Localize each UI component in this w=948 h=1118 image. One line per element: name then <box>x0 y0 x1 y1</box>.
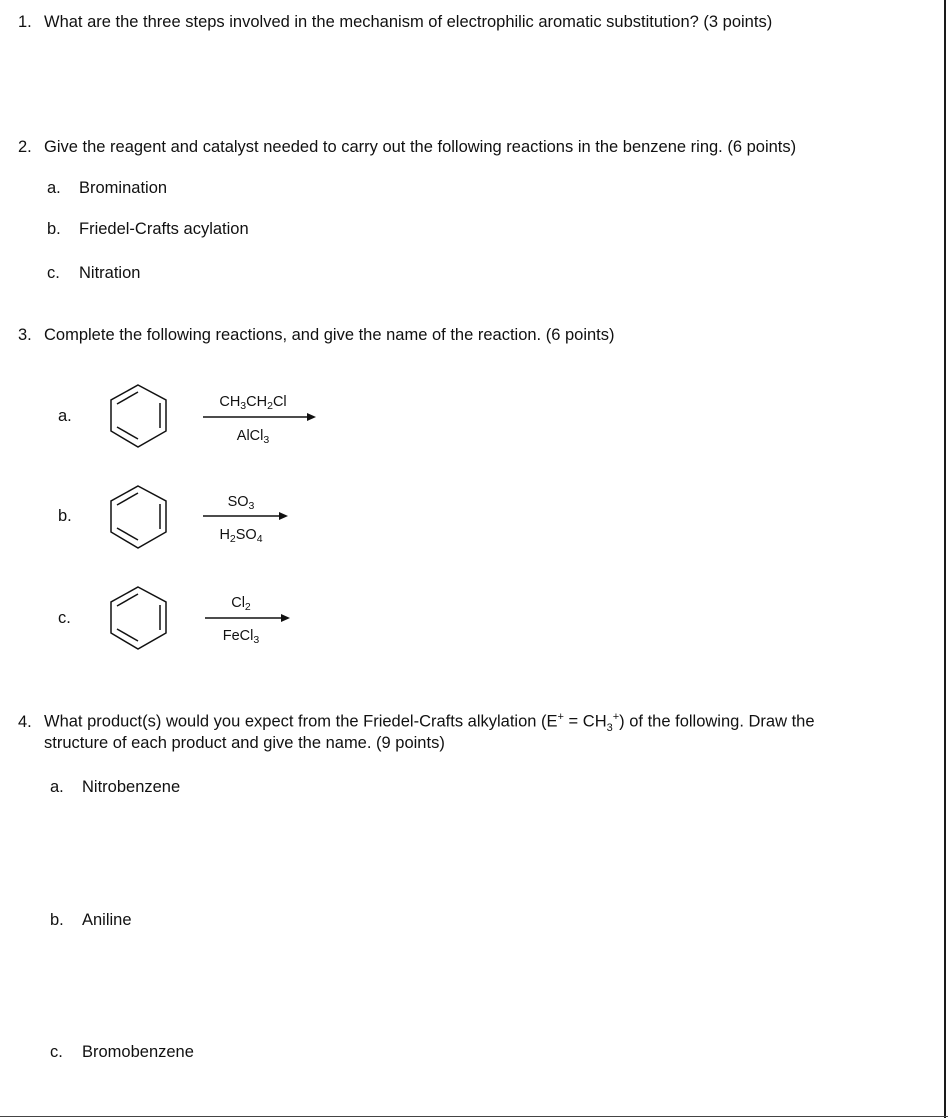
page-edge-bottom <box>0 1116 948 1117</box>
reaction-b-letter: b. <box>58 507 72 525</box>
question-1-text: What are the three steps involved in the mechanism of electrophilic aromatic substitution? (3 points) <box>44 13 773 31</box>
reaction-b-catalyst: $H_2SO_4$ <box>219 527 263 545</box>
question-4-sub-3: 3 <box>606 721 613 734</box>
question-4-sup-plus-1: + <box>557 711 564 723</box>
question-4-sup-plus-2: + <box>612 711 620 723</box>
question-4-item-b-text: Aniline <box>82 911 132 929</box>
question-2-item-a-letter: a. <box>47 179 61 197</box>
question-4 <box>18 711 815 734</box>
question-4-text-part2: = CH <box>563 712 607 731</box>
question-4-item-c <box>50 1043 194 1062</box>
question-4-item-a-text: Nitrobenzene <box>82 778 181 796</box>
question-2 <box>18 138 796 157</box>
question-2-item-b <box>47 220 249 239</box>
benzene-ring-a <box>108 381 170 451</box>
question-4-text-line2: structure of each product and give the name. (9 points) <box>44 734 445 752</box>
question-1 <box>18 13 772 32</box>
question-2-text: Give the reagent and catalyst needed to carry out the following reactions in the benzene ring. (6 points) <box>44 138 797 156</box>
question-2-item-a-text: Bromination <box>79 179 168 197</box>
question-2-number: 2. <box>18 138 32 156</box>
reaction-b-arrow <box>203 510 289 522</box>
question-2-item-b-letter: b. <box>47 220 61 238</box>
question-4-text-part1: What product(s) would you expect from the Friedel-Crafts alkylation (E <box>44 712 558 731</box>
question-4-item-b <box>50 911 132 930</box>
page-edge-right <box>944 0 946 1118</box>
reaction-a-reagent: $CH_3CH_2Cl$ <box>219 394 287 412</box>
question-3-text: Complete the following reactions, and give the name of the reaction. (6 points) <box>44 326 615 344</box>
reaction-c-arrow <box>205 612 291 624</box>
reaction-a-letter: a. <box>58 407 72 425</box>
question-2-item-a <box>47 179 167 198</box>
benzene-ring-c <box>108 583 170 653</box>
question-2-item-c <box>47 264 140 283</box>
question-4-item-c-letter: c. <box>50 1043 63 1061</box>
reaction-a-catalyst: AlCl$_3$ <box>236 428 270 446</box>
question-4-item-a-letter: a. <box>50 778 64 796</box>
question-2-item-b-text: Friedel-Crafts acylation <box>79 220 249 238</box>
question-4-item-b-letter: b. <box>50 911 64 929</box>
question-2-item-c-text: Nitration <box>79 264 141 282</box>
question-4-item-a <box>50 778 180 797</box>
question-2-item-c-letter: c. <box>47 264 60 282</box>
benzene-ring-b <box>108 482 170 552</box>
reaction-c-letter: c. <box>58 609 71 627</box>
reaction-c-reagent: $Cl_2$ <box>231 595 251 613</box>
reaction-a-arrow <box>203 411 317 423</box>
reaction-c-catalyst: FeCl$_3$ <box>222 628 260 646</box>
question-3-number: 3. <box>18 326 32 344</box>
question-4-number: 4. <box>18 712 32 731</box>
question-4-text-part3: ) of the following. Draw the <box>619 712 815 731</box>
question-1-number: 1. <box>18 13 32 31</box>
reaction-b-reagent: $SO_3$ <box>227 494 255 512</box>
question-4-item-c-text: Bromobenzene <box>82 1043 194 1061</box>
question-3 <box>18 326 615 345</box>
